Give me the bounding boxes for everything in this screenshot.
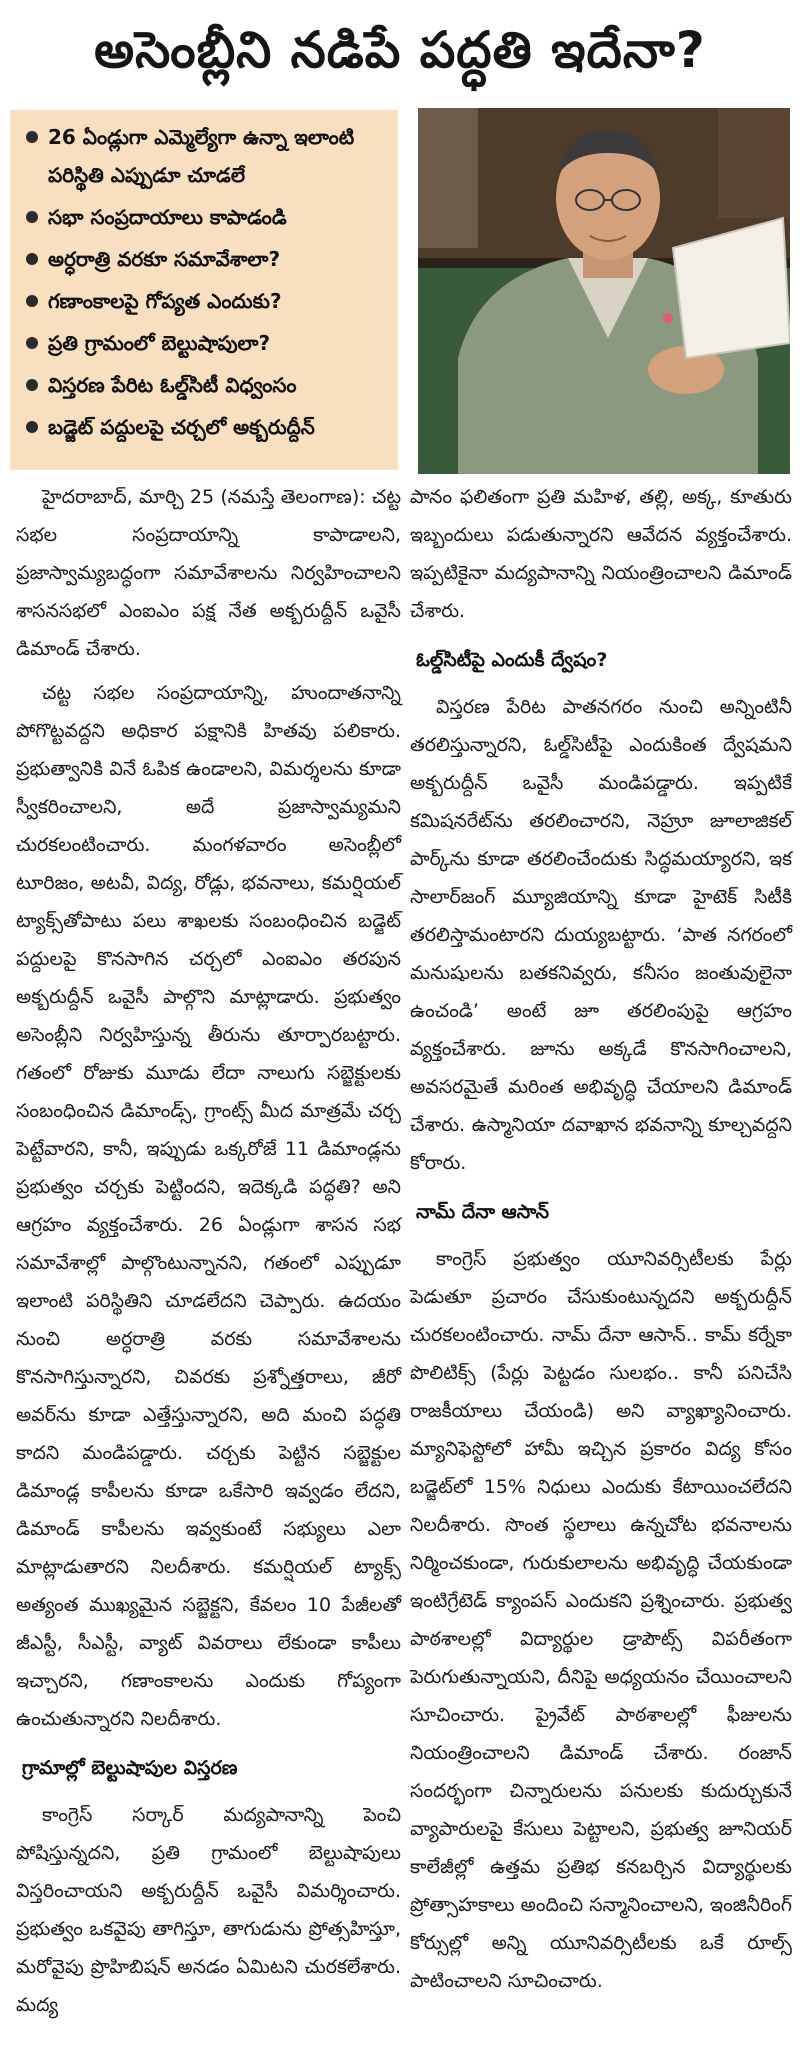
highlight-text: విస్తరణ పేరిట ఓల్డ్‌సిటీ విధ్వంసం xyxy=(48,373,297,397)
headline: అసెంబ్లీని నడిపే పద్ధతి ఇదేనా? xyxy=(94,21,706,79)
highlight-item xyxy=(26,366,386,404)
article-paragraph: చట్ట సభల సంప్రదాయాన్ని, హుందాతనాన్ని పోగొట్టవద్దని అధికార పక్షానికి హితవు పలికారు. ప్రభుత్వానికి వినే ఓపిక ఉండాలని, విమర్శలను కూడా స్వీకరించాలని, అదే ప్రజాస్వామ్యమని చురకలంటించారు. మంగళవారం అసెంబ్లీలో టూరిజం, అటవీ, విద్య, రోడ్లు, భవనాలు, కమర్షియల్ ట్యాక్స్‌తోపాటు పలు శాఖలకు సంబంధించిన బడ్జెట్ పద్దులపై కొనసాగిన చర్చలో ఎంఐఎం తరపున అక్బరుద్దీన్ ఒవైసీ పాల్గొని మాట్లాడారు. ప్రభుత్వం అసెంబ్లీని నిర్వహిస్తున్న తీరును తూర్పారబట్టారు. గతంలో రోజుకు మూడు లేదా నాలుగు సబ్జెక్టులకు సంబంధించిన డిమాండ్స్, గ్రాంట్స్ మీద మాత్రమే చర్చ పెట్టేవారని, కానీ, ఇప్పుడు ఒక్కరోజే 11 డిమాండ్లను ప్రభుత్వం చర్చకు పెట్టిందని, ఇదెక్కడి పద్ధతి? అని ఆగ్రహం వ్యక్తంచేశారు. 26 ఏండ్లుగా శాసన సభ సమావేశాల్లో పాల్గొంటున్నానని, గతంలో ఎప్పుడూ ఇలాంటి పరిస్థితిని చూడలేదని చెప్పారు. ఉదయం నుంచి అర్ధరాత్రి వరకు సమావేశాలను కొనసాగిస్తున్నారని, చివరకు ప్రశ్నోత్తరాలు, జీరో అవర్‌ను కూడా ఎత్తేస్తున్నారని, అది మంచి పద్ధతి కాదని మండిపడ్డారు. చర్చకు పెట్టిన సబ్జెక్టుల డిమాండ్ల కాపీలను కూడా ఒకేసారి ఇవ్వడం లేదని, డిమాండ్ కాపీలను ఇవ్వకుంటే సభ్యులు ఎలా మాట్లాడుతారని నిలదీశారు. కమర్షియల్ ట్యాక్స్ అత్యంత ముఖ్యమైన సబ్జెక్టని, కేవలం 10 పేజీలతో జీఎస్టీ, సీఎస్టీ, వ్యాట్ వివరాలు లేకుండా కాపీలు ఇచ్చారని, గణాంకాలను ఎందుకు గోప్యంగా ఉంచుతున్నారని నిలదీశారు. xyxy=(16,682,401,1730)
highlight-item xyxy=(26,118,386,194)
highlight-item xyxy=(26,324,386,362)
bullet-icon xyxy=(26,337,38,349)
article-paragraph: కాంగ్రెస్ సర్కార్ మద్యపానాన్ని పెంచి పోషిస్తున్నదని, ప్రతి గ్రామంలో బెల్టుషాపులు విస్తరించాయని అక్బరుద్దీన్ ఒవైసీ విమర్శించారు. ప్రభుత్వం ఒకవైపు తాగిస్తూ, తాగుడును ప్రోత్సహిస్తూ, మరోవైపు ప్రొహిబిషన్ అనడం ఏమిటని చురకలేశారు. మద్య xyxy=(16,1804,401,2016)
highlight-text: సభా సంప్రదాయాలు కాపాడండి xyxy=(48,205,287,229)
highlight-item xyxy=(26,282,386,320)
bullet-icon xyxy=(26,131,38,143)
article-paragraph: విస్తరణ పేరిట పాతనగరం నుంచి అన్నింటినీ తరలిస్తున్నారని, ఓల్డ్‌సిటీపై ఎందుకింత ద్వేషమని అక్బరుద్దీన్ ఒవైసీ మండిపడ్డారు. ఇప్పటికే కమిషనరేట్‌ను తరలించారని, నెహ్రూ జూలాజికల్ పార్క్‌ను కూడా తరలించేందుకు సిద్ధమయ్యారని, ఇక సాలార్‌జంగ్ మ్యూజియాన్ని కూడా హైటెక్ సిటీకి తరలిస్తామంటారని దుయ్యబట్టారు. ‘పాత నగరంలో మనుషులను బతకనివ్వరు, కనీసం జంతువులైనా ఉంచండి’ అంటే జూ తరలింపుపై ఆగ్రహం వ్యక్తంచేశారు. జూను అక్కడే కొనసాగించాలని, అవసరమైతే మరింత అభివృద్ధి చేయాలని డిమాండ్ చేశారు. ఉస్మానియా దవాఖాన భవనాన్ని కూల్చవద్దని కోరారు. xyxy=(410,696,792,1174)
section-subheading: నామ్ దేనా ఆసాన్ xyxy=(416,1201,549,1223)
article-left-column xyxy=(16,478,401,2038)
bullet-icon xyxy=(26,295,38,307)
article-paragraph: హైదరాబాద్, మార్చి 25 (నమస్తే తెలంగాణ): చట్ట సభల సంప్రదాయాన్ని కాపాడాలని, ప్రజాస్వామ్యబద్ధంగా సమావేశాలను నిర్వహించాలని శాసనసభలో ఎంఐఎం పక్ష నేత అక్బరుద్దీన్ ఒవైసీ డిమాండ్ చేశారు. xyxy=(16,486,401,660)
highlight-text: బడ్జెట్ పద్దులపై చర్చలో అక్బరుద్దీన్ xyxy=(48,415,315,439)
section-subheading: ఓల్డ్‌సిటీపై ఎందుకీ ద్వేషం? xyxy=(416,649,608,671)
section-subheading: గ్రామాల్లో బెల్టుషాపుల విస్తరణ xyxy=(22,1757,238,1779)
article-paragraph: కాంగ్రెస్ ప్రభుత్వం యూనివర్సిటీలకు పేర్లు పెడుతూ ప్రచారం చేసుకుంటున్నదని అక్బరుద్దీన్ చురకలంటించారు. నామ్ దేనా ఆసాన్.. కామ్ కర్నేకా పొలిటిక్స్ (పేర్లు పెట్టడం సులభం.. కానీ పనిచేసి రాజకీయాలు చేయండి) అని వ్యాఖ్యానించారు. మ్యానిఫెస్టోలో హామీ ఇచ్చిన ప్రకారం విద్య కోసం బడ్జెట్‌లో 15% నిధులు ఎందుకు కేటాయించలేదని నిలదీశారు. సొంత స్థలాలు ఉన్నచోట భవనాలను నిర్మించకుండా, గురుకులాలను అభివృద్ధి చేయకుండా ఇంటిగ్రేటెడ్ క్యాంపస్ ఎందుకని ప్రశ్నించారు. ప్రభుత్వ పాఠశాలల్లో విద్యార్థుల డ్రాపౌట్స్ విపరీతంగా పెరుగుతున్నాయని, దీనిపై అధ్యయనం చేయించాలని సూచించారు. ప్రైవేట్ పాఠశాలల్లో ఫీజులను నియంత్రించాలని డిమాండ్ చేశారు. రంజాన్ సందర్భంగా చిన్నారులను పనులకు కుదుర్చుకునే వ్యాపారులపై కేసులు పెట్టాలని, ప్రభుత్వ జూనియర్ కాలేజీల్లో ఉత్తమ ప్రతిభ కనబర్చిన విద్యార్థులకు ప్రోత్సాహకాలు అందించి సన్మానించాలని, ఇంజినీరింగ్ కోర్సుల్లో అన్ని యూనివర్సిటీలకు ఒకే రూల్స్ పాటించాలని సూచించారు. xyxy=(410,1248,792,1992)
highlights-box xyxy=(10,110,398,470)
speaker-photo xyxy=(418,108,790,474)
highlight-text: అర్ధరాత్రి వరకూ సమావేశాలా? xyxy=(48,247,281,271)
highlight-text: ప్రతి గ్రామంలో బెల్టుషాపులా? xyxy=(48,331,271,355)
bullet-icon xyxy=(26,379,38,391)
highlight-item xyxy=(26,198,386,236)
speaker-illustration xyxy=(418,108,790,474)
highlight-text: గణాంకాలపై గోప్యత ఎందుకు? xyxy=(48,289,282,313)
bullet-icon xyxy=(26,253,38,265)
highlight-item xyxy=(26,240,386,278)
bullet-icon xyxy=(26,421,38,433)
article-right-column xyxy=(410,478,792,2038)
article-paragraph: పానం ఫలితంగా ప్రతి మహిళ, తల్లి, అక్క, కూతురు ఇబ్బందులు పడుతున్నారని ఆవేదన వ్యక్తంచేశారు. ఇప్పటికైనా మద్యపానాన్ని నియంత్రించాలని డిమాండ్ చేశారు. xyxy=(410,486,792,622)
bullet-icon xyxy=(26,211,38,223)
highlight-text: 26 ఏండ్లుగా ఎమ్మెల్యేగా ఉన్నా ఇలాంటి పరిస్థితి ఎప్పుడూ చూడలే xyxy=(48,125,355,187)
highlight-item xyxy=(26,408,386,446)
